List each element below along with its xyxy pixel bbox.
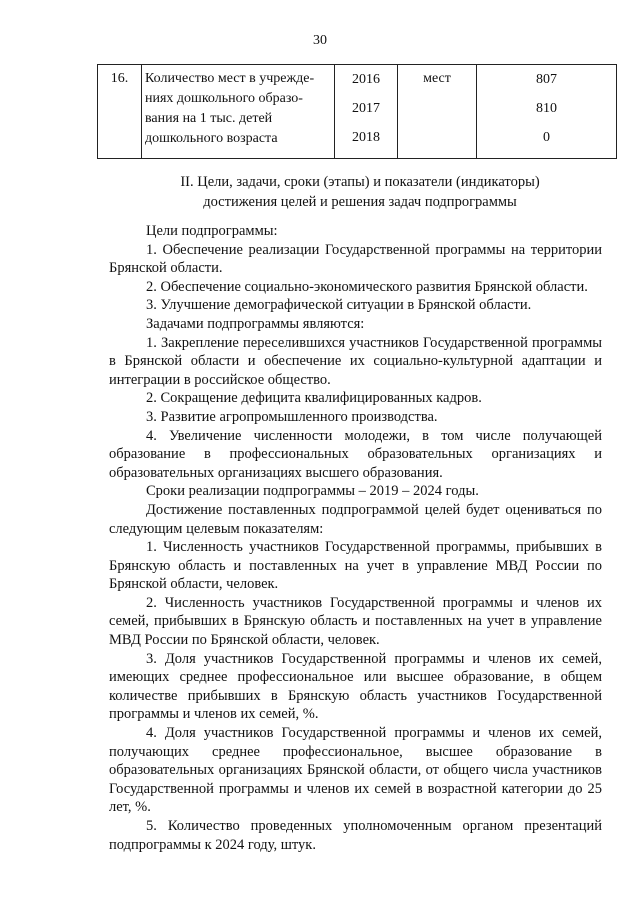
year-cell [335, 65, 398, 159]
section-heading-line: достижения целей и решения задач подпрограммы [203, 194, 517, 210]
paragraph: Цели подпрограммы: [146, 223, 278, 239]
row-number-cell: 16. [98, 65, 142, 159]
indicator-name-line: Количество мест в учрежде- [145, 71, 315, 86]
paragraph: Сроки реализации подпрограммы – 2019 – 2024 годы. [146, 483, 479, 500]
paragraph: 5. Количество проведенных уполномоченным органом презентаций подпрограммы к 2024 году, штук. [109, 818, 602, 853]
section-heading-line: II. Цели, задачи, сроки (этапы) и показатели (индикаторы) [180, 174, 540, 190]
value-2017: 810 [536, 101, 557, 116]
paragraph: 2. Обеспечение социально-экономического развития Брянской области. [146, 278, 588, 295]
indicator-name-line: вания на 1 тыс. детей [145, 111, 273, 126]
paragraph: 4. Увеличение численности молодежи, в том числе получающей образование в профессиональных образовательных организациях и образовательных организациях высшего образования. [109, 427, 602, 481]
paragraph: 1. Закрепление переселившихся участников Государственной программы в Брянской области и обеспечение их социально-культурной адаптации и интеграции в российское общество. [109, 334, 602, 388]
value-2018: 0 [543, 130, 550, 145]
value-cell [477, 65, 617, 159]
indicators-table [97, 64, 617, 159]
paragraph: 3. Развитие агропромышленного производства. [146, 408, 438, 425]
indicator-name-line: ниях дошкольного образо- [145, 91, 303, 106]
indicator-name-line: дошкольного возраста [145, 131, 278, 146]
indicator-name-cell [142, 65, 335, 159]
paragraph: 2. Численность участников Государственной программы и членов их семей, прибывших в Брянскую область и поставленных на учет в управление МВД России по Брянской области, человек. [109, 594, 602, 649]
page-number: 30 [313, 33, 327, 48]
year-2017: 2017 [352, 101, 380, 116]
paragraph: 1. Обеспечение реализации Государственной программы на территории Брянской области. [109, 241, 602, 277]
paragraph: 1. Численность участников Государственной программы, прибывших в Брянскую область и поставленных на учет в управление МВД России по Брянской области, человек. [109, 539, 602, 593]
section-heading [100, 172, 620, 212]
paragraph: 3. Улучшение демографической ситуации в Брянской области. [146, 297, 532, 314]
paragraph: 4. Доля участников Государственной программы и членов их семей, получающих среднее профессиональное, высшее образование в образовательных организациях Брянской области, от общего числа участников Государственной программы и членов их семей в возрастной категории до 25 лет, %. [109, 725, 602, 816]
paragraph: Задачами подпрограммы являются: [146, 315, 365, 332]
paragraph: 2. Сокращение дефицита квалифицированных кадров. [146, 390, 482, 407]
table-row [98, 65, 617, 159]
year-2018: 2018 [352, 130, 380, 145]
paragraph: Достижение поставленных подпрограммой целей будет оцениваться по следующим целевым показателям: [109, 501, 602, 537]
value-2016: 807 [536, 72, 557, 87]
year-2016: 2016 [352, 72, 380, 87]
paragraph: 3. Доля участников Государственной программы и членов их семей, имеющих среднее профессиональное или высшее образование, в общем количестве прибывших в Брянскую область участников Государственной программы и членов их семей, %. [109, 650, 602, 723]
unit-cell: мест [398, 65, 477, 159]
body-text [109, 222, 602, 854]
